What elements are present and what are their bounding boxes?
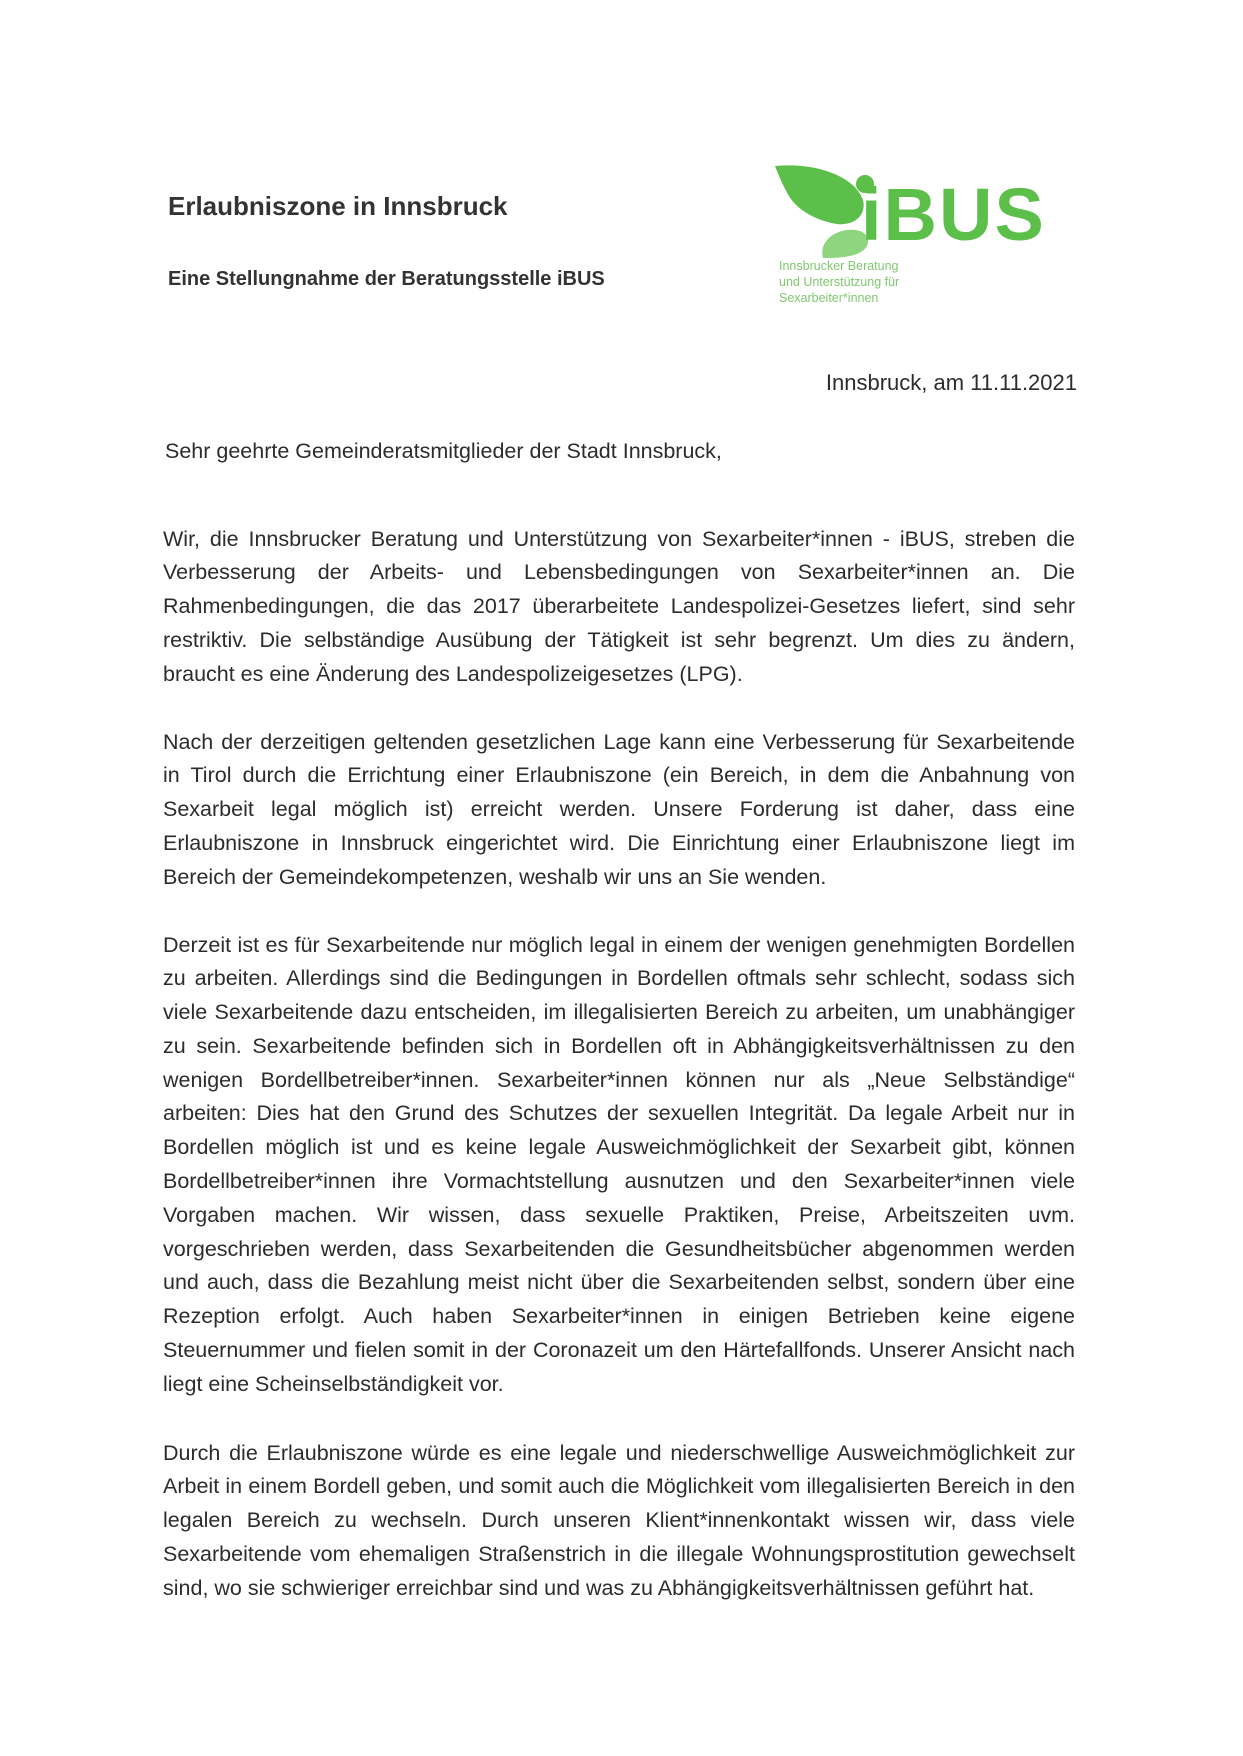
letter-date: Innsbruck, am 11.11.2021 <box>825 370 1077 395</box>
logo-tagline-1: Innsbrucker Beratung <box>779 259 899 273</box>
document-title: Erlaubniszone in Innsbruck <box>168 191 508 221</box>
logo-tagline-3: Sexarbeiter*innen <box>779 291 879 305</box>
logo-wordmark: iBUS <box>861 173 1046 256</box>
paragraph-2: Nach der derzeitigen geltenden gesetzlichen Lage kann eine Verbesserung für Sexarbeitende in Tirol durch die Errichtung einer Erlaubniszone (ein Bereich, in dem die Anbahnung von Sexarbeit legal möglich ist) erreicht werden. Unsere Forderung ist daher, dass eine Erlaubniszone in Innsbruck eingerichtet wird. Die Einrichtung einer Erlaubniszone liegt im Bereich der Gemeindekompetenzen, weshalb wir uns an Sie wenden. <box>163 729 1075 889</box>
ibus-logo <box>775 158 1075 308</box>
paragraph-4: Durch die Erlaubniszone würde es eine legale und niederschwellige Ausweichmöglichkeit zur Arbeit in einem Bordell geben, und somit auch die Möglichkeit vom illegalisierten Bereich in den legalen Bereich zu wechseln. Durch unseren Klient*innenkontakt wissen wir, dass viele Sexarbeitende vom ehemaligen Straßenstrich in die illegale Wohnungsprostitution gewechselt sind, wo sie schwieriger erreichbar sind und was zu Abhängigkeitsverhältnissen geführt hat. <box>163 1440 1075 1600</box>
document-subtitle: Eine Stellungnahme der Beratungsstelle iBUS <box>168 268 605 290</box>
paragraph-1: Wir, die Innsbrucker Beratung und Unterstützung von Sexarbeiter*innen - iBUS, streben die Verbesserung der Arbeits- und Lebensbedingungen von Sexarbeiter*innen an. Die Rahmenbedingungen, die das 2017 überarbeitete Landespolizei-Gesetzes liefert, sind sehr restriktiv. Die selbständige Ausübung der Tätigkeit ist sehr begrenzt. Um dies zu ändern, braucht es eine Änderung des Landespolizeigesetzes (LPG). <box>163 526 1075 686</box>
paragraph-3: Derzeit ist es für Sexarbeitende nur möglich legal in einem der wenigen genehmigten Bordellen zu arbeiten. Allerdings sind die Bedingungen in Bordellen oftmals sehr schlecht, sodass sich viele Sexarbeitende dazu entscheiden, im illegalisierten Bereich zu arbeiten, um unabhängiger zu sein. Sexarbeitende befinden sich in Bordellen oft in Abhängigkeitsverhältnissen zu den wenigen Bordellbetreiber*innen. Sexarbeiter*innen können nur als „Neue Selbständige“ arbeiten: Dies hat den Grund des Schutzes der sexuellen Integrität. Da legale Arbeit nur in Bordellen möglich ist und es keine legale Ausweichmöglichkeit der Sexarbeit gibt, können Bordellbetreiber*innen ihre Vormachtstellung ausnutzen und den Sexarbeiter*innen viele Vorgaben machen. Wir wissen, dass sexuelle Praktiken, Preise, Arbeitszeiten uvm. vorgeschrieben werden, dass Sexarbeitenden die Gesundheitsbücher abgenommen werden und auch, dass die Bezahlung meist nicht über die Sexarbeitenden selbst, sondern über eine Rezeption erfolgt. Auch haben Sexarbeiter*innen in einigen Betrieben keine eigene Steuernummer und fielen somit in der Coronazeit um den Härtefallfonds. Unserer Ansicht nach liegt eine Scheinselbständigkeit vor. <box>163 932 1075 1396</box>
logo-tagline-2: und Unterstützung für <box>779 275 900 289</box>
letter-salutation: Sehr geehrte Gemeinderatsmitglieder der Stadt Innsbruck, <box>165 439 722 463</box>
leaf-large-icon <box>775 165 864 224</box>
ibus-logo-graphic <box>775 158 1075 308</box>
